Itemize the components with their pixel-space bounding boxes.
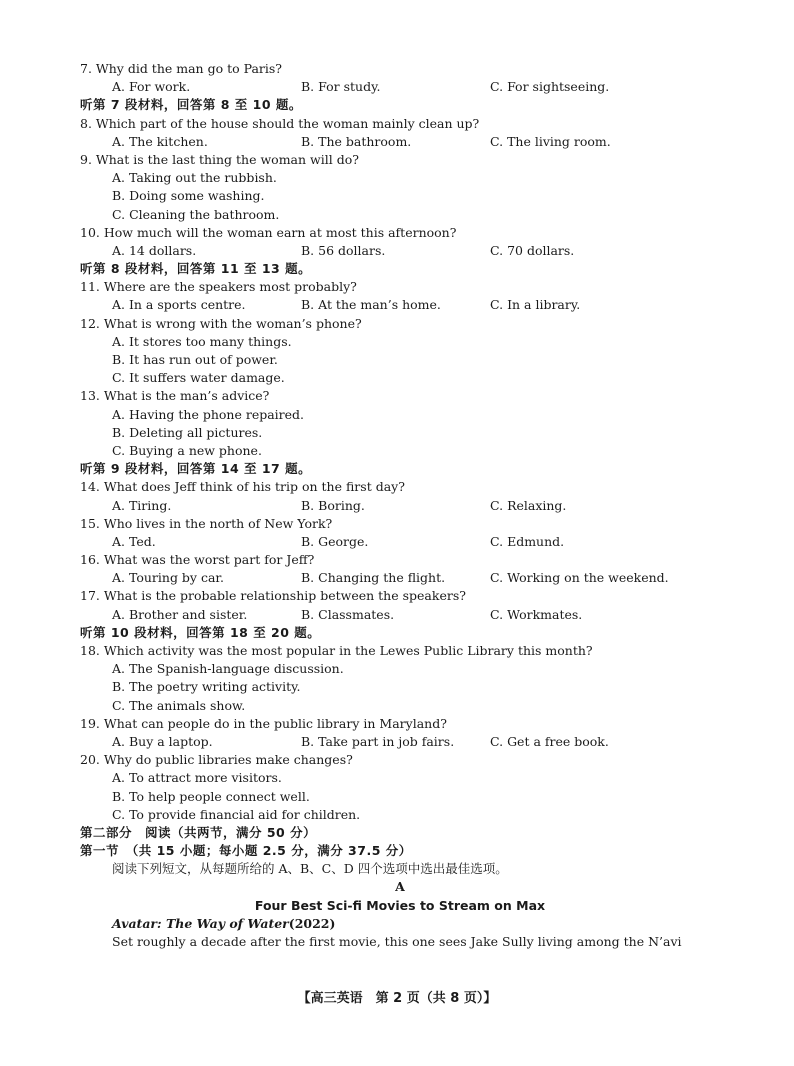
option: A. The Spanish-language discussion. — [112, 661, 344, 677]
instruction-text: Set roughly a decade after the first movie, this one sees Jake Sully living among the N’avi — [112, 934, 682, 949]
question: 15. Who lives in the north of New York? — [80, 515, 333, 531]
option-c: C. Edmund. — [490, 533, 565, 549]
option: C. The animals show. — [112, 697, 246, 713]
option-c: C. Get a free book. — [490, 733, 609, 749]
option-row — [80, 533, 720, 551]
option-c: C. 70 dollars. — [490, 242, 575, 258]
option: C. Buying a new phone. — [112, 442, 262, 458]
option-b: B. Classmates. — [301, 606, 395, 622]
option-c: C. For sightseeing. — [490, 79, 610, 95]
option-a: A. Ted. — [112, 533, 156, 549]
option-b: B. Changing the flight. — [301, 570, 446, 586]
option-row — [80, 606, 720, 624]
option-c: C. The living room. — [490, 133, 611, 149]
option-a: A. In a sports centre. — [112, 297, 246, 313]
option-a: A. Brother and sister. — [112, 606, 248, 622]
option-row — [80, 296, 720, 314]
option: B. The poetry writing activity. — [112, 679, 301, 695]
question: 12. What is wrong with the woman’s phone? — [80, 315, 362, 331]
option: B. It has run out of power. — [112, 352, 278, 367]
option: A. To attract more visitors. — [112, 770, 282, 786]
section-header: 听第 9 段材料，回答第 14 至 17 题。 — [80, 461, 312, 477]
option: A. Taking out the rubbish. — [112, 170, 277, 186]
question: 9. What is the last thing the woman will do? — [80, 151, 359, 167]
option-b: B. Boring. — [301, 497, 365, 513]
option-b: B. Take part in job fairs. — [301, 733, 455, 749]
option-row — [80, 569, 720, 587]
option-row — [80, 78, 720, 96]
question: 8. Which part of the house should the woman mainly clean up? — [80, 115, 480, 131]
option: B. Deleting all pictures. — [112, 424, 263, 440]
option-a: A. Buy a laptop. — [112, 733, 213, 749]
option-c: C. Workmates. — [490, 606, 583, 622]
option-row — [80, 242, 720, 260]
option-c: C. Relaxing. — [490, 497, 567, 513]
passage-title: Four Best Sci-fi Movies to Stream on Max — [254, 897, 546, 913]
section-header: 听第 8 段材料，回答第 11 至 13 题。 — [80, 261, 312, 277]
option-row — [80, 733, 720, 751]
question: 13. What is the man’s advice? — [80, 388, 270, 404]
option-b: B. At the man’s home. — [301, 297, 441, 313]
section-header: 第二部分 阅读（共两节，满分 50 分） — [80, 824, 317, 840]
page-footer: 【高三英语 第 2 页（共 8 页）】 — [297, 991, 497, 1006]
option-a: A. For work. — [112, 79, 191, 95]
question: 14. What does Jeff think of his trip on the first day? — [80, 479, 405, 495]
option: C. Cleaning the bathroom. — [112, 206, 280, 222]
option-a: A. Tiring. — [112, 497, 172, 513]
option: A. It stores too many things. — [112, 333, 292, 349]
option: A. Having the phone repaired. — [112, 406, 305, 422]
exam-page — [80, 60, 720, 951]
movie-name: Avatar: The Way of Water — [112, 915, 289, 931]
option-b: B. For study. — [301, 79, 381, 95]
option: C. To provide financial aid for children. — [112, 806, 361, 822]
option: B. Doing some washing. — [112, 188, 265, 204]
option-a: A. 14 dollars. — [112, 242, 197, 258]
question: 18. Which activity was the most popular in the Lewes Public Library this month? — [80, 643, 593, 658]
question: 19. What can people do in the public library in Maryland? — [80, 715, 447, 731]
option-a: A. Touring by car. — [112, 570, 224, 586]
question: 20. Why do public libraries make changes? — [80, 752, 353, 768]
option-c: C. In a library. — [490, 297, 581, 313]
option-c: C. Working on the weekend. — [490, 570, 669, 586]
question: 11. Where are the speakers most probably? — [80, 279, 357, 295]
question: 10. How much will the woman earn at most this afternoon? — [80, 224, 457, 240]
question: 16. What was the worst part for Jeff? — [80, 552, 315, 568]
question: 7. Why did the man go to Paris? — [80, 61, 282, 76]
option-b: B. George. — [301, 533, 369, 549]
section-header: 听第 10 段材料，回答第 18 至 20 题。 — [80, 624, 321, 640]
option-a: A. The kitchen. — [112, 133, 208, 149]
option-row — [80, 133, 720, 151]
section-header: 第一节 （共 15 小题；每小题 2.5 分，满分 37.5 分） — [80, 843, 412, 859]
option-row — [80, 497, 720, 515]
movie-year: (2022) — [288, 915, 336, 931]
question: 17. What is the probable relationship between the speakers? — [80, 588, 466, 604]
option: C. It suffers water damage. — [112, 370, 285, 386]
instruction-text: 阅读下列短文，从每题所给的 A、B、C、D 四个选项中选出最佳选项。 — [112, 861, 508, 877]
movie-title — [80, 915, 720, 933]
passage-label: A — [395, 879, 405, 895]
option-b: B. 56 dollars. — [301, 242, 386, 258]
option: B. To help people connect well. — [112, 788, 310, 804]
option-b: B. The bathroom. — [301, 133, 412, 149]
section-header: 听第 7 段材料，回答第 8 至 10 题。 — [80, 97, 302, 113]
